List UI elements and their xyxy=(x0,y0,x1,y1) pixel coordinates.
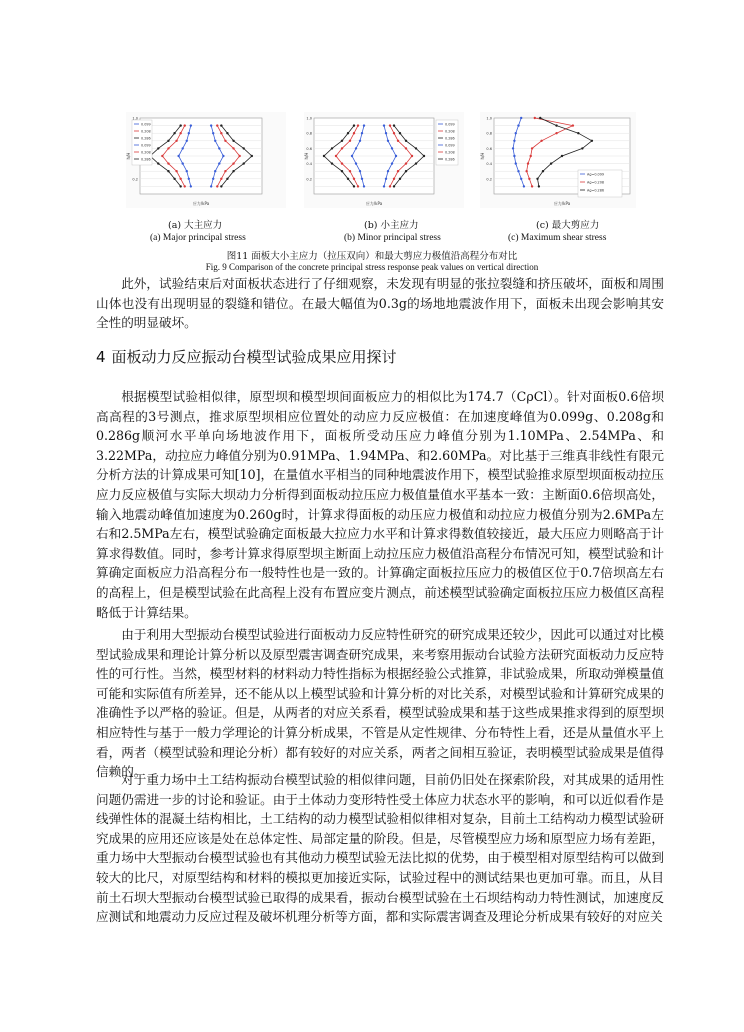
data-point xyxy=(182,147,184,149)
data-point xyxy=(397,170,399,172)
y-tick-label: 0.2 xyxy=(132,177,138,182)
data-point xyxy=(538,185,540,187)
data-point xyxy=(561,155,563,157)
data-point xyxy=(415,147,417,149)
data-point xyxy=(175,140,177,142)
legend-entry: 0.286 xyxy=(445,157,455,162)
data-point xyxy=(347,132,349,134)
data-point xyxy=(251,155,253,157)
data-point xyxy=(224,170,226,172)
subfigure-label-cn-b: (b) 小主应力 xyxy=(364,220,419,231)
data-point xyxy=(555,124,557,126)
y-tick-label: 0.2 xyxy=(306,177,312,182)
legend-entry: 0.099 xyxy=(141,122,151,127)
data-point xyxy=(385,178,387,180)
data-point xyxy=(188,178,190,180)
data-point xyxy=(391,162,393,164)
data-point xyxy=(395,155,397,157)
legend-entry: 0.208 xyxy=(141,129,151,134)
data-point xyxy=(423,155,425,157)
data-point xyxy=(232,147,234,149)
data-point xyxy=(415,162,417,164)
x-axis-label: 应力/kPa xyxy=(192,201,210,206)
data-point xyxy=(173,178,175,180)
section-number: 4 xyxy=(96,348,106,366)
data-point xyxy=(177,155,179,157)
data-point xyxy=(184,185,186,187)
data-point xyxy=(335,155,337,157)
data-point xyxy=(220,124,222,126)
data-point xyxy=(363,124,365,126)
chart-major-principal-stress xyxy=(126,112,286,208)
data-point xyxy=(528,178,530,180)
data-point xyxy=(353,132,355,134)
data-point xyxy=(161,155,163,157)
data-point xyxy=(341,170,343,172)
data-point xyxy=(188,132,190,134)
data-point xyxy=(411,155,413,157)
data-point xyxy=(513,140,515,142)
y-tick-label: 0.8 xyxy=(486,131,492,136)
subfigure-label-en-c: (c) Maximum shear stress xyxy=(508,233,607,243)
data-point xyxy=(179,124,181,126)
subfigure-label-cn-a: (a) 大主应力 xyxy=(168,220,223,231)
data-point xyxy=(513,155,515,157)
chart-minor-principal-stress xyxy=(304,112,464,208)
data-point xyxy=(214,140,216,142)
data-point xyxy=(531,185,533,187)
data-point xyxy=(512,147,514,149)
data-point xyxy=(212,178,214,180)
data-point xyxy=(220,132,222,134)
data-point xyxy=(361,132,363,134)
data-point xyxy=(393,178,395,180)
y-tick-label: 0.6 xyxy=(306,146,312,151)
data-point xyxy=(405,147,407,149)
y-axis-label: h/H xyxy=(304,152,309,160)
legend-entry: Ag=0.208 xyxy=(587,180,605,185)
data-point xyxy=(387,140,389,142)
legend-entry: Ag=0.286 xyxy=(587,188,605,193)
data-point xyxy=(581,147,583,149)
data-point xyxy=(353,124,355,126)
data-point xyxy=(222,155,224,157)
data-point xyxy=(341,140,343,142)
data-point xyxy=(349,140,351,142)
y-axis-label: h/H xyxy=(126,152,131,160)
data-point xyxy=(550,162,552,164)
data-point xyxy=(523,185,525,187)
data-point xyxy=(517,124,519,126)
data-point xyxy=(243,162,245,164)
data-point xyxy=(542,170,544,172)
legend-entry: 0.099 xyxy=(445,143,455,148)
x-axis-label: 应力/kPa xyxy=(365,201,383,206)
legend-entry: 0.286 xyxy=(445,136,455,141)
data-point xyxy=(218,162,220,164)
y-tick-label: 1.0 xyxy=(132,116,138,121)
data-point xyxy=(361,178,363,180)
data-point xyxy=(353,185,355,187)
data-point xyxy=(175,170,177,172)
data-point xyxy=(399,132,401,134)
figure-row xyxy=(126,112,636,208)
subfigure-label-en-a: (a) Major principal stress xyxy=(150,233,246,243)
data-point xyxy=(179,178,181,180)
data-point xyxy=(389,124,391,126)
legend-entry: 0.099 xyxy=(141,143,151,148)
subfigure-label-cn-c: (c) 最大剪应力 xyxy=(536,220,600,231)
data-point xyxy=(383,124,385,126)
data-point xyxy=(399,178,401,180)
data-point xyxy=(527,162,529,164)
data-point xyxy=(591,140,593,142)
data-point xyxy=(182,162,184,164)
data-point xyxy=(357,124,359,126)
data-point xyxy=(363,185,365,187)
data-point xyxy=(216,185,218,187)
data-point xyxy=(387,170,389,172)
figure-caption-en: Fig. 9 Comparison of the concrete principal stress response peak values on vertical direction xyxy=(205,262,539,272)
y-tick-label: 1.0 xyxy=(486,116,492,121)
data-point xyxy=(186,140,188,142)
y-tick-label: 1.0 xyxy=(306,116,312,121)
data-point xyxy=(232,162,234,164)
data-point xyxy=(555,132,557,134)
data-point xyxy=(525,170,527,172)
data-point xyxy=(530,155,532,157)
data-point xyxy=(210,185,212,187)
legend-entry: 0.208 xyxy=(445,150,455,155)
y-axis-label: h/H xyxy=(480,152,485,160)
data-point xyxy=(226,132,228,134)
data-point xyxy=(393,185,395,187)
data-point xyxy=(355,147,357,149)
body-paragraph-1: 此外，试验结束后对面板状态进行了仔细观察，未发现有明显的张拉裂缝和挤压破坏，面板和周围山体也没有出现明显的裂缝和错位。在最大幅值为0.3g的场地地震波作用下，面板未出现会影响其安全性的明显破坏。 xyxy=(96,276,664,331)
legend-entry: Ag=0.099 xyxy=(587,172,605,177)
data-point xyxy=(179,132,181,134)
data-point xyxy=(210,124,212,126)
data-point xyxy=(572,124,574,126)
data-point xyxy=(238,155,240,157)
data-point xyxy=(214,170,216,172)
data-point xyxy=(515,132,517,134)
data-point xyxy=(405,170,407,172)
data-point xyxy=(167,140,169,142)
data-point xyxy=(220,185,222,187)
body-paragraph-2: 根据模型试验相似律，原型坝和模型坝间面板应力的相似比为174.7（CρCl）。针对面板0.6倍坝高高程的3号测点，推求原型坝相应位置处的动应力反应极值：在加速度峰值为0.099g、0.208g和0.286g顺河水平单向场地波作用下，面板所受动压应力峰值分别为1.10MPa、2.54MPa、和3.22MPa，动拉应力峰值分别为0.91MPa、1.94MPa、和2.60MPa。对比基于三维真非线性有限元分析方法的计算成果可知[10]，在量值水平相当的同种地震波作用下，模型试验推求原型坝面板动拉压应力反应极值与实际大坝动力分析得到面板动拉压应力极值量值水平基本一致：主断面0.6倍坝高处，输入地震动峰值加速度为0.260g时，计算求得面板的动压应力极值和动拉应力极值分别为2.6MPa左右和2.5MPa左右，模型试验确定面板最大拉应力水平和计算求得数值较接近，最大压应力则略高于计算求得数值。同时，参考计算求得原型坝主断面上动拉压应力极值沿高程分布情况可知，模型试验和计算确定面板应力沿高程分布一般特性也是一致的。计算确定面板拉压应力的极值区位于0.7倍坝高左右的高程上，但是模型试验在此高程上没有布置应变片测点，前述模型试验确定面板拉压应力极值区高程略低于计算结果。 xyxy=(96,389,664,620)
data-point xyxy=(157,147,159,149)
data-point xyxy=(173,132,175,134)
data-point xyxy=(383,185,385,187)
data-point xyxy=(167,147,169,149)
legend-entry: 0.208 xyxy=(141,150,151,155)
figure-caption-cn: 图11 面板大小主应力（拉压双向）和最大剪应力极值沿高程分布对比 xyxy=(226,251,518,262)
y-tick-label: 0.4 xyxy=(306,162,312,167)
data-point xyxy=(190,185,192,187)
data-point xyxy=(353,178,355,180)
data-point xyxy=(212,132,214,134)
data-point xyxy=(393,124,395,126)
data-point xyxy=(157,162,159,164)
data-point xyxy=(331,147,333,149)
data-point xyxy=(341,162,343,164)
data-point xyxy=(226,178,228,180)
data-point xyxy=(385,132,387,134)
section-title: 面板动力反应振动台模型试验成果应用探讨 xyxy=(111,348,397,366)
legend-entry: 0.208 xyxy=(445,129,455,134)
data-point xyxy=(232,140,234,142)
data-point xyxy=(224,140,226,142)
subfigure-label-en-b: (b) Minor principal stress xyxy=(344,233,441,243)
data-point xyxy=(359,170,361,172)
data-point xyxy=(536,178,538,180)
data-point xyxy=(397,140,399,142)
data-point xyxy=(577,132,579,134)
data-point xyxy=(357,185,359,187)
data-point xyxy=(520,178,522,180)
data-point xyxy=(389,185,391,187)
data-point xyxy=(218,147,220,149)
data-point xyxy=(184,124,186,126)
data-point xyxy=(517,170,519,172)
body-paragraph-4: 对于重力场中土工结构振动台模型试验的相似律问题，目前仍旧处在探索阶段，对其成果的适用性问题仍需进一步的讨论和验证。由于土体动力变形特性受土体应力状态水平的影响，和可以近似看作是线弹性体的混凝土结构相比，土工结构的动力模型试验相似律相对复杂，目前土工结构动力模型试验研究成果的应用还应该是处在总体定性、局部定量的阶段。但是，尽管模型应力场和原型应力场有差距，重力场中大型振动台模型试验也有其他动力模型试验无法比拟的优势，由于模型相对原型结构可以做到较大的比尺，对原型结构和材料的模拟更加接近实际，试验过程中的测试结果也更加可靠。而且，从目前土石坝大型振动台模型试验已取得的成果看，振动台模型试验在土石坝结构动力特性测试，加速度反应测试和地震动力反应过程及破坏机理分析等方面，都和实际震害调查及理论分析成果有较好的对应关 xyxy=(96,772,664,925)
data-point xyxy=(216,124,218,126)
data-point xyxy=(540,140,542,142)
body-paragraph-3: 由于利用大型振动台模型试验进行面板动力反应特性研究的研究成果还较少，因此可以通过对比模型试验成果和理论计算分析以及原型震害调查研究成果，来考察用振动台试验方法研究面板动力反应特性的可行性。当然，模型材料的材料动力特性指标为根据经验公式推算，非试验成果，所取动弹模量值可能和实际值有所差异，还不能从以上模型试验和计算分析的对比关系，对模型试验和计算研究成果的准确性予以严格的验证。但是，从两者的对应关系看，模型试验成果和基于这些成果推求得到的原型坝相应特性与基于一般力学理论的计算分析成果，不管是从定性规律、分布特性上看，还是从量值水平上看，两者（模型试验和理论分析）都有较好的对应关系，两者之间相互验证，表明模型试验成果是值得信赖的。 xyxy=(96,627,664,780)
chart-panel-b xyxy=(304,112,464,208)
legend-entry: 0.099 xyxy=(445,122,455,127)
y-tick-label: 0.4 xyxy=(486,162,492,167)
data-point xyxy=(167,162,169,164)
data-point xyxy=(534,117,536,119)
data-point xyxy=(515,162,517,164)
data-point xyxy=(393,132,395,134)
data-point xyxy=(539,117,541,119)
section-heading xyxy=(96,346,403,367)
data-point xyxy=(220,178,222,180)
y-tick-label: 0.8 xyxy=(306,131,312,136)
chart-panel-a xyxy=(126,112,286,208)
legend-entry: 0.286 xyxy=(141,157,151,162)
data-point xyxy=(179,185,181,187)
legend-entry: 0.286 xyxy=(141,136,151,141)
data-point xyxy=(341,147,343,149)
data-point xyxy=(351,155,353,157)
data-point xyxy=(405,140,407,142)
chart-max-shear-stress xyxy=(480,112,636,208)
data-point xyxy=(349,170,351,172)
data-point xyxy=(190,124,192,126)
data-point xyxy=(167,170,169,172)
chart-panel-c xyxy=(480,112,636,208)
x-axis-label: 应力/kPa xyxy=(553,201,571,206)
data-point xyxy=(323,155,325,157)
data-point xyxy=(405,162,407,164)
data-point xyxy=(531,147,533,149)
data-point xyxy=(347,178,349,180)
data-point xyxy=(520,117,522,119)
data-point xyxy=(359,140,361,142)
data-point xyxy=(232,170,234,172)
data-point xyxy=(243,147,245,149)
y-tick-label: 0.2 xyxy=(486,177,492,182)
y-tick-label: 0.6 xyxy=(486,146,492,151)
data-point xyxy=(355,162,357,164)
data-point xyxy=(391,147,393,149)
data-point xyxy=(331,162,333,164)
data-point xyxy=(186,170,188,172)
